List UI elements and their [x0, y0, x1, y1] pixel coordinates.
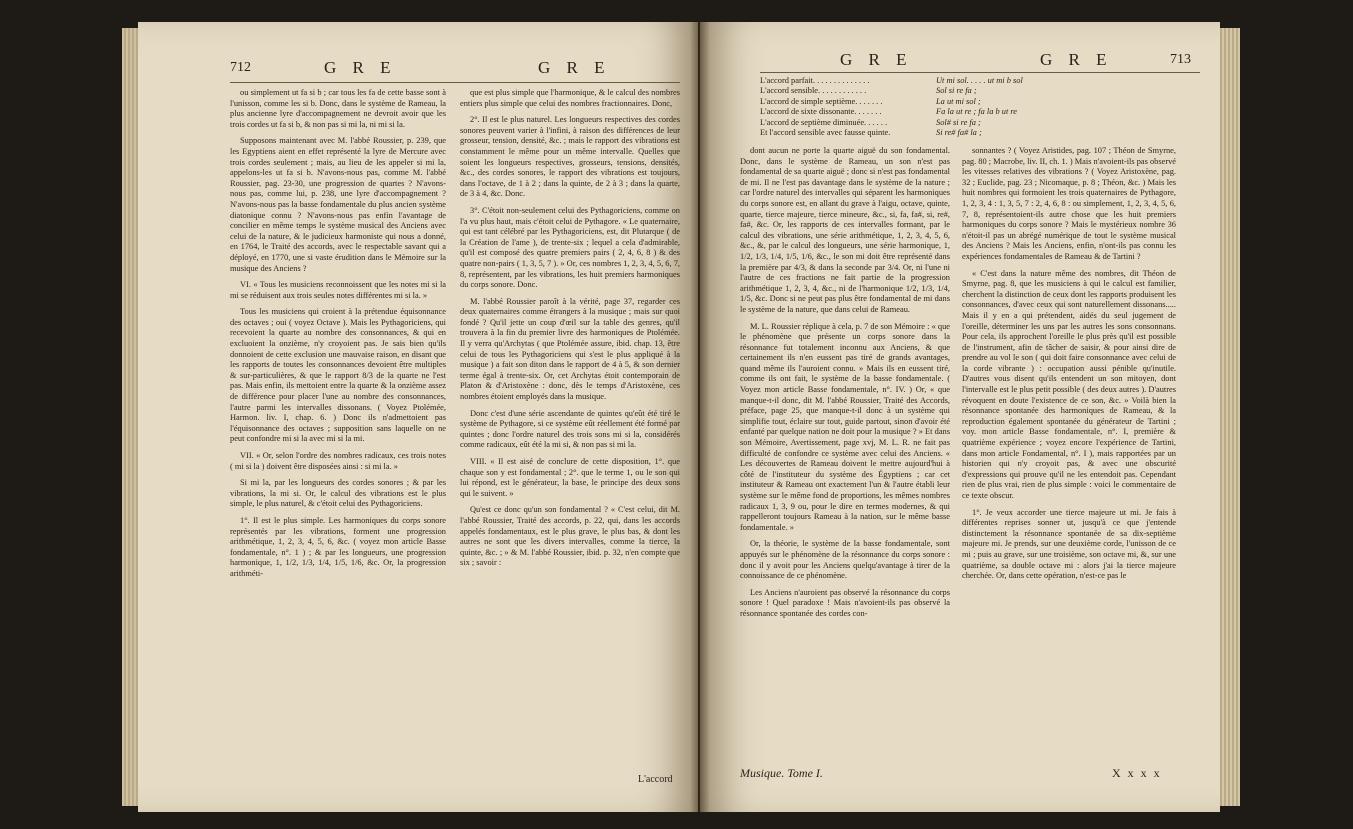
right-column-1	[740, 146, 950, 766]
table-row	[760, 128, 1200, 138]
chord-notes: La ut mi sol ;	[936, 96, 981, 106]
paragraph: Supposons maintenant avec M. l'abbé Roussier, p. 239, que les Egyptiens aient en effet représenté la lyre de Mercure avec trois cordes seulement ; mais, au lieu de les appeler si mi la, appelons-les ut fa si b. N'avons-nous pas, comme M. l'abbé Roussier, pag. 23-30, une progression de quartes ? N'avons-nous pas, comme lui, p. 238, une lyre d'accompagnement ? N'avons-nous pas la basse fondamentale du plus ancien système diatonique connu ? N'avons-nous pas enfin l'avantage de concilier en même temps le système musical des Anciens avec celui de la nature, & le judicieux harmoniste qui nous a donné, en 1764, le Traité des accords, avec le respectable savant qui a déployé, en 1770, une si vaste érudition dans le Mémoire sur la musique des Anciens ?	[230, 136, 446, 273]
chord-notes: Si re# fa# la ;	[936, 127, 982, 137]
paragraph: Les Anciens n'auroient pas observé la résonnance du corps sonore ! Quel paradoxe ! Mais n'avoient-ils pas observé la résonnance spontanée des cordes con-	[740, 587, 950, 618]
chord-notes: Sol si re fa ;	[936, 86, 977, 96]
header-rule	[760, 72, 1200, 73]
chord-name: L'accord parfait. . . . . . . . . . . . . .	[760, 76, 870, 85]
table-row	[760, 97, 1200, 107]
chord-notes: Sol# si re fa ;	[936, 117, 981, 127]
paragraph: 1°. Il est le plus simple. Les harmoniques du corps sonore représentés par les vibrations, forment une progression arithmétique, 1, 2, 3, 4, 5, 6, &c. ( voyez mon article Basse fondamentale, n°. 1 ) ; & par les longueurs, une progression harmonique, 1, 1/2, 1/3, 1/4, 1/5, 1/6, &c. Or, la progression arithméti-	[230, 515, 446, 578]
running-head-left: G R E	[324, 58, 397, 77]
chord-name: Et l'accord sensible avec fausse quinte.	[760, 127, 891, 137]
right-page-edges	[1220, 28, 1240, 806]
paragraph: Tous les musiciens qui croient à la prétendue équisonnance des octaves ; oui ( voyez Octave ). Mais les Pythagoriciens, qui recevoient la quarte au nombre des consonnances, & qui en excluoient la onzième, n'y croyoient pas. Je sais bien qu'ils donnoient de cette exclusion une mauvaise raison, en disant que les rapports de toutes les consonnances devoient être multiples & sur-particulières, & que le rapport 8/3 de la quarte ne l'est pas. Mais enfin, ils mettoient entre la quarte & la onzième assez de différence pour placer l'une au nombre des consonnances, l'autre parmi les intervalles dissonans. ( Voyez Ptolémée, Harmon. liv. I, chap. 6. ) Donc ils n'admettoient pas l'équisonnance des octaves ; supposition sans laquelle on ne peut confondre mi si la avec mi si la mi.	[230, 307, 446, 444]
running-head-right: G R E	[1040, 50, 1113, 69]
right-page	[700, 22, 1220, 812]
chord-notes: Fa la ut re ; fa la b ut re	[936, 107, 1018, 117]
running-head-left: G R E	[840, 50, 913, 69]
paragraph: sonnantes ? ( Voyez Aristides, pag. 107 ; Théon de Smyrne, pag. 80 ; Macrobe, liv. II, ch. 1. ) Mais n'avoient-ils pas observé les vitesses relatives des vibrations ? ( Voyez Aristoxène, pag. 32 ; Euclide, pag. 23 ; Nicomaque, p. 8 ; Théon, &c. ) Mais les huit nombres qui formoient les trois quaternaires de Pythagore, 1, 2, 3, 4 : 1, 3, 5, 7 : 2, 4, 6, 8 : ou simplement, 1, 2, 3, 4, 5, 6, 7, 8, représentoient-ils autre chose que les huit premiers harmoniques du corps sonore ? Mais le mystérieux nombre 36 n'étoit-il pas un abrégé numérique de tout le système musical des Anciens ? Mais les Anciens, enfin, n'ont-ils pas connu les expériences fondamentales de Rameau & de Tartini ?	[962, 146, 1177, 261]
signature-mark: X x x x	[1112, 766, 1162, 780]
running-head-right: G R E	[538, 58, 611, 77]
paragraph: « C'est dans la nature même des nombres, dit Théon de Smyrne, pag. 8, que les musiciens à qui le calcul est familier, cherchent la distinction de ceux dont les rapports produisent les consonnances, d'avec ceux qui sont naturellement dissonans..... Mais il y en a qui prétendent, aidés du seul jugement de l'oreille, déterminer les uns par les autres les sons consonnans. Pour cela, ils approchent l'oreille le plus près qu'il est possible de l'instrument, afin de tâcher de saisir, & pour ainsi dire de prendre au vol le son ( qui doit faire consonnance avec celui de la corde vibrante ) : occupation aussi pénible qu'inutile. D'autres vous disent qu'ils entendent un son mitoyen, dont l'intervalle est le plus petit possible ( des deux autres ). D'autres révoquent en doute l'existence de ce son, &c. » Voilà bien la résonnance spontanée des harmoniques de Rameau, & la reproduction également spontanée du générateur de Tartini ; voy. mon article Basse fondamentale, n°. I, première & quatrième expérience ; voyez encore l'expérience de Tartini, dans mon article Fondamental, n°. I ), mais rapportées par un historien qui n'y croyoit pas, & avec une obscurité d'expressions qui prouve qu'il ne les entendoit pas. Cependant rien de plus vrai, rien de plus simple : voici le commentaire de ce texte obscur.	[962, 268, 1176, 500]
paragraph: Si mi la, par les longueurs des cordes sonores ; & par les vibrations, la mi si. Or, le calcul des vibrations est le plus simple, le plus naturel, & c'étoit celui des Pythagoriciens.	[230, 478, 446, 509]
paragraph: M. l'abbé Roussier paroît à la vérité, page 37, regarder ces deux quaternaires comme étrangers à la musique ; mais sur quoi fondé ? Qu'il jette un coup d'œil sur la table des genres, qu'il trouvera à la fin du premier livre des harmoniques de Ptolémée. Il y verra qu'Archytas ( que Ptolémée assure, ibid. chap. 13, être celui de tous les Pythagoriciens qui s'est le plus appliqué à la musique ) a fait son diton dans le rapport de 4 à 5, & son dernier terme égal à trente-six. Or, cet Archytas étoit contemporain de Platon & d'Aristoxène : donc, dès le temps d'Aristoxène, ces nombres étoient employés dans la musique.	[460, 296, 680, 402]
chord-notes: Ut mi sol. . . . . ut mi b sol	[936, 76, 1023, 85]
left-page-edges	[122, 28, 138, 806]
table-row	[760, 118, 1200, 128]
chord-name: L'accord sensible. . . . . . . . . . . .	[760, 86, 867, 96]
book-gutter	[690, 22, 710, 812]
table-row	[760, 86, 1200, 96]
footer-title: Musique. Tome I.	[740, 766, 823, 780]
right-column-2	[962, 146, 1176, 766]
paragraph: Or, la théorie, le système de la basse fondamentale, sont appuyés sur le phénomène de la résonnance du corps sonore : donc il y avoit pour les Anciens quelqu'avantage à tirer de la connoissance de ce phénomène.	[740, 539, 950, 581]
paragraph: ou simplement ut fa si b ; car tous les fa de cette basse sont à l'unisson, comme les si b. Donc, dans le système de Rameau, la plus ancienne lyre d'accompagnement ne devroit avoir que les trois cordes ut fa si b, & non pas si mi la, ni mi si la.	[230, 88, 446, 129]
catchword: L'accord	[638, 774, 673, 785]
chord-name: L'accord de septième diminuée. . . . . .	[760, 117, 888, 127]
paragraph: VIII. « Il est aisé de conclure de cette disposition, 1°. que chaque son y est fondamental ; 2°. que le terme 1, ou le son qui lui répond, est le générateur, la base, le principe des deux sons qui le suivent. »	[460, 457, 680, 498]
paragraph: que est plus simple que l'harmonique, & le calcul des nombres entiers plus simple que celui des nombres fractionnaires. Donc,	[460, 88, 680, 108]
page-number-left: 712	[230, 60, 251, 75]
chord-name: L'accord de simple septième. . . . . . .	[760, 96, 883, 106]
left-page	[138, 22, 698, 812]
table-row	[760, 76, 1200, 86]
paragraph: dont aucun ne porte la quarte aiguë du son fondamental. Donc, dans le système de Rameau, un son n'est pas fondamental de sa quarte aiguë ; donc si n'est pas fondamental de mi. Il ne l'est pas davantage dans le système de la nature ; car l'ordre naturel des intervalles qui séparent les harmoniques du corps sonore est, en allant du grave à l'aigu, octave, quinte, quarte, tierce majeure, tierce mineure, &c., si, fa, fa#, si, re#, fa#, &c. Or, les rapports de ces intervalles formant, par le calcul des vibrations, une série arithmétique, 1, 2, 3, 4, 5, 6, &c., &, par le calcul des longueurs, une série harmonique, 1, 1/2, 1/3, 1/4, 1/5, 1/6, &c., le son mi doit être représenté dans la première par 4/3, & dans la seconde par 3/4. Or, ni l'une ni l'autre de ces fractions ne fait partie de la progression arithmétique 1, 2, 3, 4, &c., ni de l'harmonique 1/2, 1/3, 1/4, 1/5, &c. Donc si ne peut pas plus être fondamental de mi dans le système de la nature, que dans celui de Rameau.	[740, 146, 950, 314]
paragraph: Donc c'est d'une série ascendante de quintes qu'eût été tiré le système de Pythagore, si ce système eût réellement été formé par quintes ; donc l'ordre naturel des trois sons mi si la, considérés comme radicaux, eût été la mi si, & non pas si mi la.	[460, 408, 680, 450]
paragraph: 2°. Il est le plus naturel. Les longueurs respectives des cordes sonores peuvent varier à l'infini, à raison des différences de leur grosseur, tension, densité, &c. ; mais le rapport des vibrations est constamment le même pour un même intervalle. Quelles que soient les longueurs respectives, grosseurs, tensions, densités, &c., des cordes sonores, le rapport des vibrations est toujours, dans l'octave, de 1 à 2 ; dans la quinte, de 2 à 3 ; dans la quarte, de 3 à 4, &c. Donc.	[460, 115, 680, 199]
chord-table	[760, 76, 1200, 138]
paragraph: M. L. Roussier réplique à cela, p. 7 de son Mémoire : « que le phénomène que présente un corps sonore dans la résonnance fut totalement inconnu aux Anciens, & que certainement ils n'en eussent pas tiré de grands avantages, quand même ils l'auroient connu. » Mais ils en eussent tiré, comme ils ont fait, le système de la basse fondamentale. ( Voyez mon article Basse fondamentale, n°. IV. ) Or, « que manque-t-il donc, dit M. l'abbé Roussier, Traité des Accords, préface, page 25, que manque-t-il donc à un système qui simplifie tout, éclaire sur tout, guide partout, sinon d'avoir été enfanté par quelque nation ne doit pour la musique ? » Et dans son Mémoire, Avertissement, page xvj, M. L. R. ne fait pas difficulté de confondre ce système avec celui des Anciens. « Les découvertes de Rameau doivent le mettre aujourd'hui à côté de l'instituteur du système des Égyptiens ; car cet instituteur & Rameau ont exactement l'un & l'autre établi leur système sur le même fond de proportions, les mêmes nombres radicaux 1, 3, 9 ou, pour le dire en termes modernes, & qui rappelleront toujours Rameau à la nation, sur le même basse fondamentale. »	[740, 321, 950, 532]
table-row	[760, 107, 1200, 117]
left-column-2	[460, 88, 680, 788]
paragraph: VII. « Or, selon l'ordre des nombres radicaux, ces trois notes ( mi si la ) doivent être disposées ainsi : si mi la. »	[230, 451, 446, 471]
paragraph: 1°. Je veux accorder une tierce majeure ut mi. Je fais à différentes reprises sonner ut, jusqu'à ce que j'entende distinctement la résonnance spontanée de sa dix-septième majeure mi. Je prends, sur une deuxième corde, l'unisson de ce mi ; puis au grave, sur une troisième, son octave mi, &, sur une quatrième, sa double octave mi : alors j'ai la tierce majeure cherchée. Or, dans cette opération, n'est-ce pas le	[962, 507, 1176, 581]
paragraph: Qu'est ce donc qu'un son fondamental ? « C'est celui, dit M. l'abbé Roussier, Traité des accords, p. 22, qui, dans les accords appelés fondamentaux, est le plus grave, le plus bas, & dont les autres ne sont que les divers intervalles, comme la tierce, la quinte, &c. ; » & M. l'abbé Roussier, ibid. p. 32, n'en compte que six ; savoir :	[460, 505, 680, 568]
page-number-right: 713	[1170, 52, 1191, 67]
paragraph: VI. « Tous les musiciens reconnoissent que les notes mi si la mi se réduisent aux trois seules notes différentes mi si la. »	[230, 280, 446, 300]
paragraph: 3°. C'étoit non-seulement celui des Pythagoriciens, comme on l'a vu plus haut, mais c'étoit celui de Pythagore. « Le quaternaire, qui est tant célébré par les Pythagoriciens, est, dit Plutarque ( de la Création de l'ame ), de trente-six ; lequel a cela d'admirable, qu'il est composé des quatre premiers pairs ( 2, 4, 6, 8 ) & des quatre non-pairs ( 1, 3, 5, 7 ). » Or, ces nombres 1, 2, 3, 4, 5, 6, 7, 8, représentent, par les vibrations, les huit premiers harmoniques du corps sonore. Donc.	[460, 205, 680, 290]
left-column-1	[230, 88, 446, 808]
header-rule	[230, 82, 680, 83]
chord-name: L'accord de sixte dissonante. . . . . . .	[760, 107, 882, 117]
